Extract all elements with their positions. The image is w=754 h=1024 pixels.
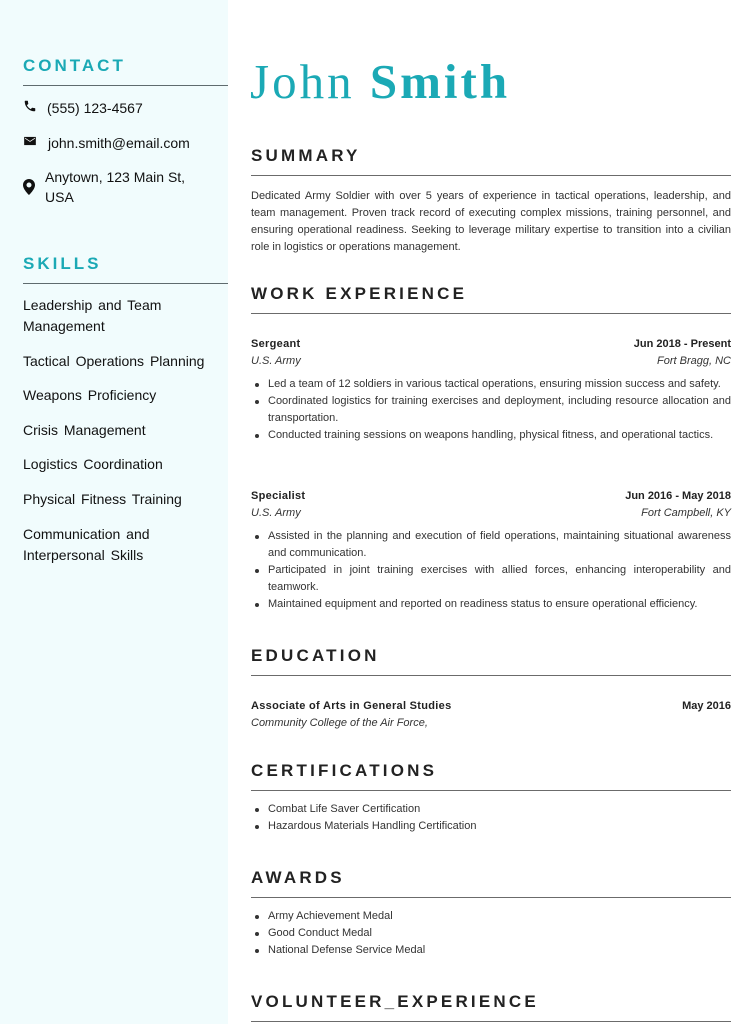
job-subheader bbox=[251, 355, 731, 367]
list-item: Conducted training sessions on weapons handling, physical fitness, and operational tactics. bbox=[251, 427, 731, 444]
skill-item: Tactical Operations Planning bbox=[23, 353, 205, 369]
phone-icon bbox=[23, 99, 39, 115]
contact-address bbox=[23, 167, 223, 207]
skill-item: Crisis Management bbox=[23, 422, 146, 438]
volunteer-heading: VOLUNTEER_EXPERIENCE bbox=[251, 992, 539, 1011]
skill-item: Weapons Proficiency bbox=[23, 387, 157, 403]
job-header bbox=[251, 338, 731, 350]
last-name: Smith bbox=[369, 54, 511, 109]
job-subheader bbox=[251, 507, 731, 519]
job-header bbox=[251, 490, 731, 502]
degree-title: Associate of Arts in General Studies bbox=[251, 700, 452, 712]
job-title: Specialist bbox=[251, 490, 306, 502]
list-item: Coordinated logistics for training exercises and deployment, including resource allocation and transportation. bbox=[251, 393, 731, 427]
envelope-icon bbox=[23, 134, 39, 150]
list-item: Hazardous Materials Handling Certification bbox=[251, 818, 731, 835]
skill-item: Leadership and Team Management bbox=[23, 297, 162, 334]
summary-heading: SUMMARY bbox=[251, 146, 361, 165]
education-header bbox=[251, 700, 731, 712]
education-divider bbox=[251, 675, 731, 676]
work-divider bbox=[251, 313, 731, 314]
awards-divider bbox=[251, 897, 731, 898]
job-dates: Jun 2016 - May 2018 bbox=[625, 490, 731, 502]
sidebar bbox=[0, 0, 228, 1024]
list-item: National Defense Service Medal bbox=[251, 942, 731, 959]
job-org: U.S. Army bbox=[251, 355, 301, 367]
education-subheader bbox=[251, 717, 731, 729]
job-location: Fort Bragg, NC bbox=[657, 355, 731, 367]
contact-divider bbox=[23, 85, 228, 86]
job-bullets bbox=[251, 528, 731, 613]
candidate-name bbox=[250, 53, 510, 110]
certifications-list bbox=[251, 801, 731, 835]
skill-item: Logistics Coordination bbox=[23, 456, 163, 472]
job-dates: Jun 2018 - Present bbox=[633, 338, 731, 350]
skill-item: Physical Fitness Training bbox=[23, 491, 182, 507]
list-item: Participated in joint training exercises with allied forces, enhancing interoperability and teamwork. bbox=[251, 562, 731, 596]
list-item: Combat Life Saver Certification bbox=[251, 801, 731, 818]
awards-heading: AWARDS bbox=[251, 868, 345, 887]
list-item: Maintained equipment and reported on readiness status to ensure operational efficiency. bbox=[251, 596, 731, 613]
job-location: Fort Campbell, KY bbox=[641, 507, 731, 519]
map-pin-icon bbox=[23, 179, 39, 195]
email-text: john.smith@email.com bbox=[48, 135, 190, 151]
certifications-divider bbox=[251, 790, 731, 791]
list-item: Good Conduct Medal bbox=[251, 925, 731, 942]
skills-divider bbox=[23, 283, 228, 284]
address-text: Anytown, 123 Main St, USA bbox=[45, 169, 186, 205]
contact-email bbox=[23, 133, 223, 153]
summary-divider bbox=[251, 175, 731, 176]
school-name: Community College of the Air Force, bbox=[251, 717, 428, 729]
degree-date: May 2016 bbox=[682, 700, 731, 712]
skill-item: Communication and Interpersonal Skills bbox=[23, 526, 150, 563]
volunteer-divider bbox=[251, 1021, 731, 1022]
skills-heading: SKILLS bbox=[23, 254, 102, 273]
summary-text: Dedicated Army Soldier with over 5 years of experience in tactical operations, leadership, and team management. Proven track record of executing complex missions, training personnel, and ensuring operational readiness. Seeking to leverage military expertise to transition into a civilian role in logistics or operations management. bbox=[251, 190, 731, 253]
work-heading: WORK EXPERIENCE bbox=[251, 284, 468, 303]
certifications-heading: CERTIFICATIONS bbox=[251, 761, 438, 780]
awards-list bbox=[251, 908, 731, 959]
job-title: Sergeant bbox=[251, 338, 301, 350]
job-org: U.S. Army bbox=[251, 507, 301, 519]
list-item: Led a team of 12 soldiers in various tactical operations, ensuring mission success and safety. bbox=[251, 376, 731, 393]
list-item: Assisted in the planning and execution of field operations, maintaining situational awareness and communication. bbox=[251, 528, 731, 562]
job-bullets bbox=[251, 376, 731, 444]
contact-phone bbox=[23, 98, 223, 118]
education-heading: EDUCATION bbox=[251, 646, 380, 665]
contact-heading: CONTACT bbox=[23, 56, 126, 75]
first-name: John bbox=[250, 54, 355, 109]
list-item: Army Achievement Medal bbox=[251, 908, 731, 925]
phone-text: (555) 123-4567 bbox=[47, 100, 143, 116]
